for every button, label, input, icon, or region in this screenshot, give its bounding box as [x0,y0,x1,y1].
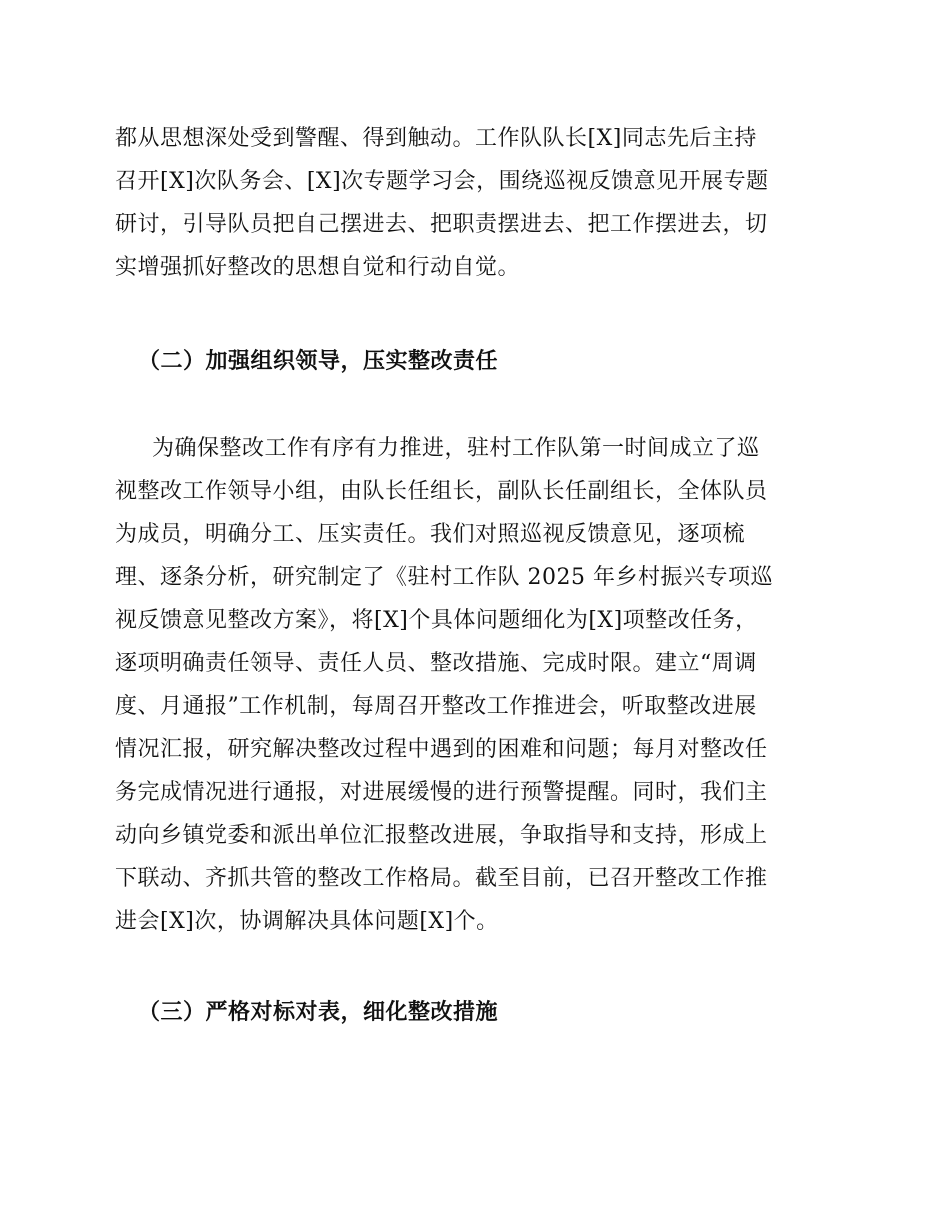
paragraph-2-line-4: 理、逐条分析，研究制定了《驻村工作队 2025 年乡村振兴专项巡 [115,565,773,590]
paragraph-2-line-8: 情况汇报，研究解决整改过程中遇到的困难和问题；每月对整改任 [115,737,768,762]
paragraph-2-line-2: 视整改工作领导小组，由队长任组长，副队长任副组长，全体队员 [115,479,768,504]
section-heading-3: （三）严格对标对表，细化整改措施 [138,999,499,1025]
paragraph-2-line-9: 务完成情况进行通报，对进展缓慢的进行预警提醒。同时，我们主 [115,780,768,805]
paragraph-2-line-11: 下联动、齐抓共管的整改工作格局。截至目前，已召开整改工作推 [115,866,768,891]
paragraph-1-line-3: 研讨，引导队员把自己摆进去、把职责摆进去、把工作摆进去，切 [115,212,768,237]
paragraph-2-line-5: 视反馈意见整改方案》，将[X]个具体问题细化为[X]项整改任务， [115,608,758,633]
paragraph-1-line-2: 召开[X]次队务会、[X]次专题学习会，围绕巡视反馈意见开展专题 [115,169,769,194]
paragraph-2-line-6: 逐项明确责任领导、责任人员、整改措施、完成时限。建立“周调 [115,651,757,676]
paragraph-2-line-1: 为确保整改工作有序有力推进，驻村工作队第一时间成立了巡 [152,436,760,461]
paragraph-1-line-1: 都从思想深处受到警醒、得到触动。工作队队长[X]同志先后主持 [115,126,757,151]
paragraph-1-line-4: 实增强抓好整改的思想自觉和行动自觉。 [115,255,521,280]
section-heading-2: （二）加强组织领导，压实整改责任 [138,348,499,374]
paragraph-2-line-7: 度、月通报”工作机制，每周召开整改工作推进会，听取整改进展 [115,694,757,719]
paragraph-2-line-12: 进会[X]次，协调解决具体问题[X]个。 [115,909,499,934]
paragraph-2-line-10: 动向乡镇党委和派出单位汇报整改进展，争取指导和支持，形成上 [115,823,768,848]
paragraph-2-line-3: 为成员，明确分工、压实责任。我们对照巡视反馈意见，逐项梳 [115,522,746,547]
